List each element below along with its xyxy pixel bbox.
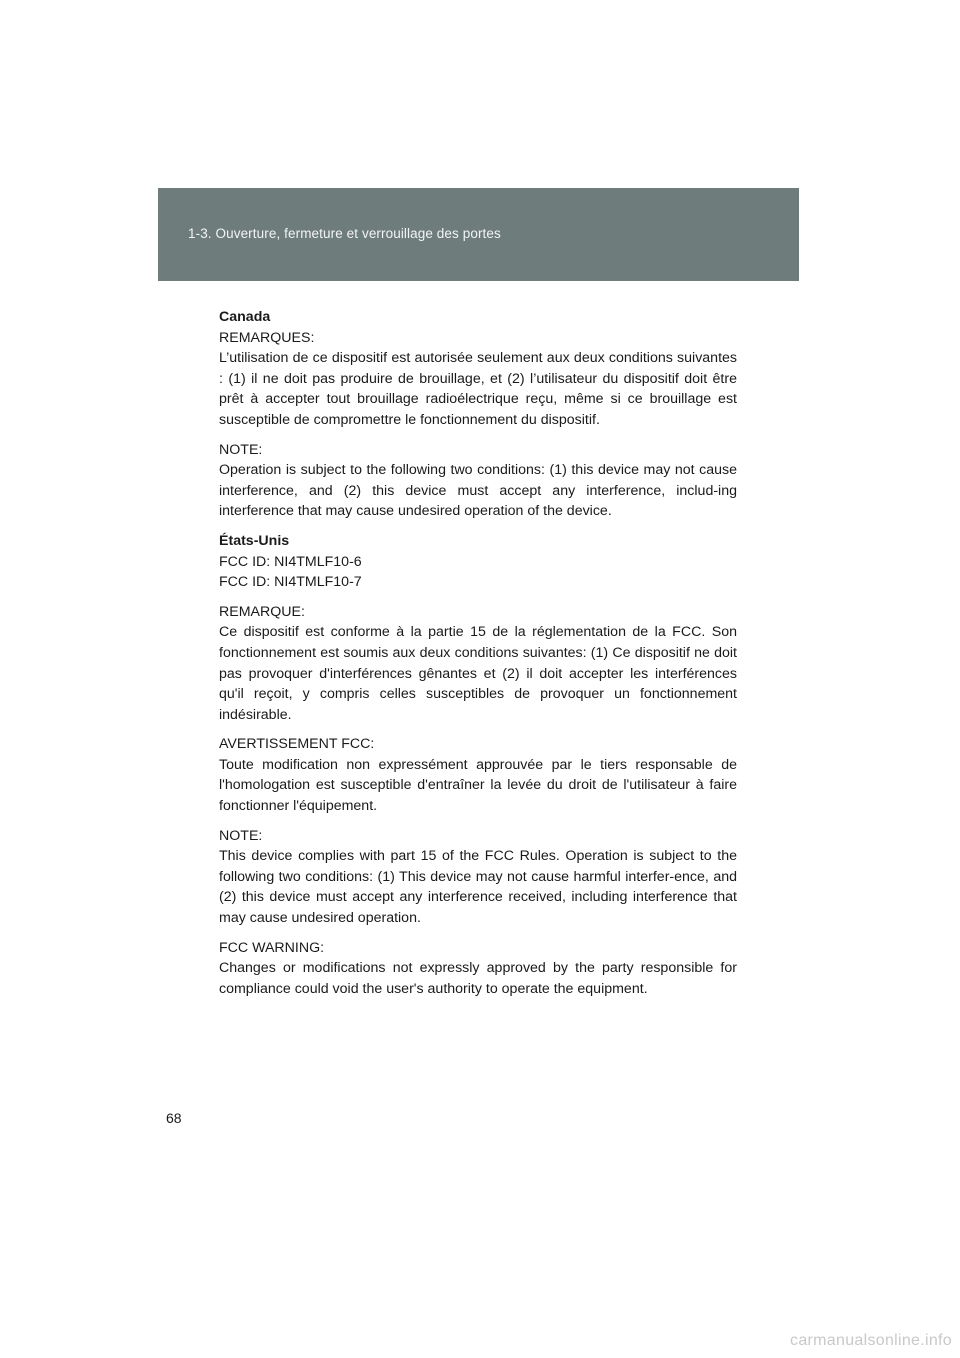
usa-warning-label: FCC WARNING: bbox=[219, 939, 325, 956]
canada-remarques-block bbox=[219, 307, 737, 431]
usa-remarque-block bbox=[219, 602, 737, 726]
usa-warning-block bbox=[219, 938, 737, 1000]
usa-remarque-label: REMARQUE: bbox=[219, 603, 305, 620]
usa-note-block bbox=[219, 826, 737, 929]
usa-note-label: NOTE: bbox=[219, 827, 263, 844]
fcc-id-1: FCC ID: NI4TMLF10-6 bbox=[219, 553, 362, 570]
usa-avertissement-text: Toute modification non expressément approuvée par le tiers responsable de l'homologation est susceptible d'entraîner la levée du droit de l'utilisateur à faire fonctionner l'équipement. bbox=[219, 756, 737, 815]
canada-remarques-label: REMARQUES: bbox=[219, 329, 315, 346]
usa-avertissement-label: AVERTISSEMENT FCC: bbox=[219, 736, 375, 753]
usa-heading: États-Unis bbox=[219, 532, 290, 549]
usa-warning-text: Changes or modifications not expressly approved by the party responsible for compliance could void the user's authority to operate the equipment. bbox=[219, 960, 737, 997]
canada-remarques-text: L’utilisation de ce dispositif est autorisée seulement aux deux conditions suivantes : (1) il ne doit pas produire de brouillage, et (2) l’utilisateur du dispositif doit être prêt à accepter tout brouillage radioélectrique reçu, même si ce brouillage est susceptible de compromettre le fonctionnement du dispositif. bbox=[219, 350, 737, 428]
page-content bbox=[219, 307, 737, 1008]
canada-note-label: NOTE: bbox=[219, 441, 263, 458]
section-header-band bbox=[158, 188, 799, 281]
usa-remarque-text: Ce dispositif est conforme à la partie 15 de la réglementation de la FCC. Son fonctionnement est soumis aux deux conditions suivantes: (1) Ce dispositif ne doit pas provoquer d'interférences gênantes et (2) il doit accepter les interférences qu'il reçoit, y compris celles susceptibles de provoquer un fonctionnement indésirable. bbox=[219, 624, 737, 723]
usa-avertissement-block bbox=[219, 734, 737, 816]
canada-heading: Canada bbox=[219, 309, 271, 325]
canada-note-block bbox=[219, 440, 737, 522]
section-title: 1-3. Ouverture, fermeture et verrouillage des portes bbox=[188, 226, 501, 241]
usa-fcc-id-block bbox=[219, 531, 737, 593]
usa-note-text: This device complies with part 15 of the FCC Rules. Operation is subject to the following two conditions: (1) This device may not cause harmful interfer-ence, and (2) this device must accept any interference received, including interference that may cause undesired operation. bbox=[219, 848, 737, 927]
page-number: 68 bbox=[166, 1110, 182, 1126]
watermark: carmanualsonline.info bbox=[790, 1332, 952, 1349]
fcc-id-2: FCC ID: NI4TMLF10-7 bbox=[219, 574, 362, 591]
canada-note-text: Operation is subject to the following two conditions: (1) this device may not cause interference, and (2) this device must accept any interference, includ-ing interference that may cause undesired operation of the device. bbox=[219, 462, 737, 520]
